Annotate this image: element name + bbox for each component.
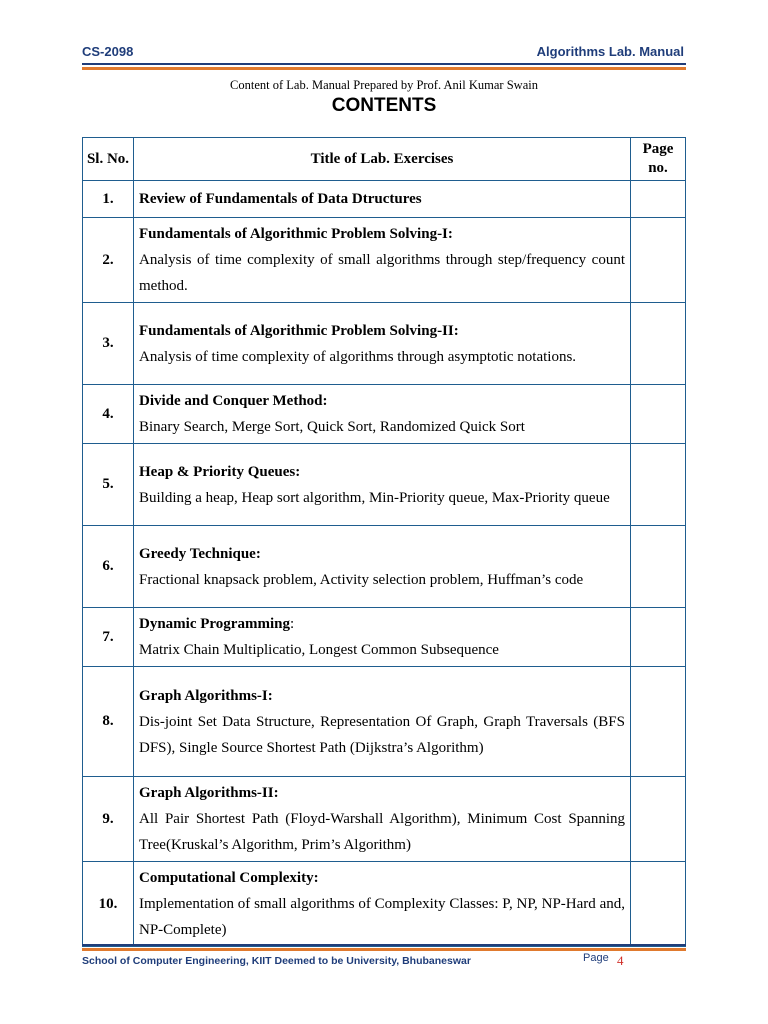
- course-code: CS-2098: [82, 44, 134, 59]
- row-title-cell: [134, 218, 631, 303]
- exercise-description: Fractional knapsack problem, Activity selection problem, Huffman’s code: [139, 571, 584, 588]
- row-title-cell: [134, 526, 631, 608]
- row-page-no: [631, 218, 686, 303]
- table-row: [83, 667, 686, 777]
- row-title-cell: [134, 862, 631, 947]
- exercise-description: All Pair Shortest Path (Floyd-Warshall Algorithm), Minimum Cost Spanning Tree(Kruskal’s Algorithm, Prim’s Algorithm): [139, 811, 625, 853]
- exercise-description: Matrix Chain Multiplicatio, Longest Common Subsequence: [139, 642, 499, 658]
- table-row: [83, 862, 686, 947]
- row-title-cell: [134, 608, 631, 667]
- row-sl-no: 3.: [83, 303, 134, 385]
- table-row: [83, 444, 686, 526]
- header-rule-orange: [82, 67, 686, 70]
- exercise-heading: Greedy Technique:: [139, 545, 261, 562]
- row-title-cell: [134, 303, 631, 385]
- prepared-by-line: Content of Lab. Manual Prepared by Prof. Anil Kumar Swain: [230, 78, 538, 92]
- row-sl-no: 10.: [83, 862, 134, 947]
- exercise-heading: Dynamic Programming: [139, 616, 290, 632]
- exercise-heading: Graph Algorithms-I:: [139, 687, 273, 704]
- footer-page-label: Page: [583, 952, 609, 964]
- exercise-heading: Computational Complexity:: [139, 870, 319, 886]
- row-sl-no: 9.: [83, 777, 134, 862]
- table-row: [83, 218, 686, 303]
- row-sl-no: 8.: [83, 667, 134, 777]
- footer-rule-orange: [82, 948, 686, 951]
- row-sl-no: 7.: [83, 608, 134, 667]
- header-sl-no: Sl. No.: [83, 138, 134, 181]
- header-rule-blue: [82, 63, 686, 65]
- row-title-cell: [134, 444, 631, 526]
- exercise-description: Building a heap, Heap sort algorithm, Min-Priority queue, Max-Priority queue: [139, 489, 610, 506]
- page-title: CONTENTS: [331, 95, 437, 116]
- row-title-cell: [134, 777, 631, 862]
- row-page-no: [631, 608, 686, 667]
- table-row: [83, 303, 686, 385]
- exercise-heading: Fundamentals of Algorithmic Problem Solving-I:: [139, 226, 453, 242]
- exercise-heading: Graph Algorithms-II:: [139, 785, 279, 801]
- table-row: [83, 608, 686, 667]
- header-page-no: Page no.: [631, 138, 686, 181]
- footer-page-number: 4: [617, 953, 624, 968]
- exercise-heading: Review of Fundamentals of Data Dtructures: [139, 191, 422, 207]
- exercise-heading-suffix: :: [289, 616, 295, 632]
- table-row: [83, 526, 686, 608]
- exercise-description: Binary Search, Merge Sort, Quick Sort, Randomized Quick Sort: [139, 419, 525, 435]
- row-title-cell: [134, 181, 631, 218]
- row-page-no: [631, 385, 686, 444]
- row-sl-no: 4.: [83, 385, 134, 444]
- row-sl-no: 2.: [83, 218, 134, 303]
- contents-table: [82, 137, 686, 947]
- exercise-heading: Heap & Priority Queues:: [139, 463, 301, 480]
- table-row: [83, 181, 686, 218]
- row-page-no: [631, 181, 686, 218]
- exercise-description: Analysis of time complexity of algorithms through asymptotic notations.: [139, 348, 577, 365]
- table-row: [83, 777, 686, 862]
- table-header-row: [83, 138, 686, 181]
- table-row: [83, 385, 686, 444]
- row-page-no: [631, 862, 686, 947]
- row-page-no: [631, 667, 686, 777]
- page-header: [82, 44, 686, 64]
- exercise-description: Dis-joint Set Data Structure, Representation Of Graph, Graph Traversals (BFS DFS), Single Source Shortest Path (Dijkstra’s Algorithm): [139, 713, 625, 756]
- row-sl-no: 5.: [83, 444, 134, 526]
- row-title-cell: [134, 385, 631, 444]
- row-page-no: [631, 444, 686, 526]
- manual-title: Algorithms Lab. Manual: [536, 44, 684, 59]
- footer-rule-blue: [82, 944, 686, 946]
- exercise-heading: Fundamentals of Algorithmic Problem Solving-II:: [139, 322, 459, 339]
- row-title-cell: [134, 667, 631, 777]
- exercise-description: Analysis of time complexity of small algorithms through step/frequency count method.: [139, 252, 625, 294]
- exercise-heading: Divide and Conquer Method:: [139, 393, 328, 409]
- row-page-no: [631, 777, 686, 862]
- exercise-description: Implementation of small algorithms of Complexity Classes: P, NP, NP-Hard and, NP-Complete): [139, 896, 625, 938]
- footer-school: School of Computer Engineering, KIIT Deemed to be University, Bhubaneswar: [82, 955, 471, 967]
- row-sl-no: 6.: [83, 526, 134, 608]
- row-page-no: [631, 303, 686, 385]
- row-page-no: [631, 526, 686, 608]
- header-title: Title of Lab. Exercises: [134, 138, 631, 181]
- row-sl-no: 1.: [83, 181, 134, 218]
